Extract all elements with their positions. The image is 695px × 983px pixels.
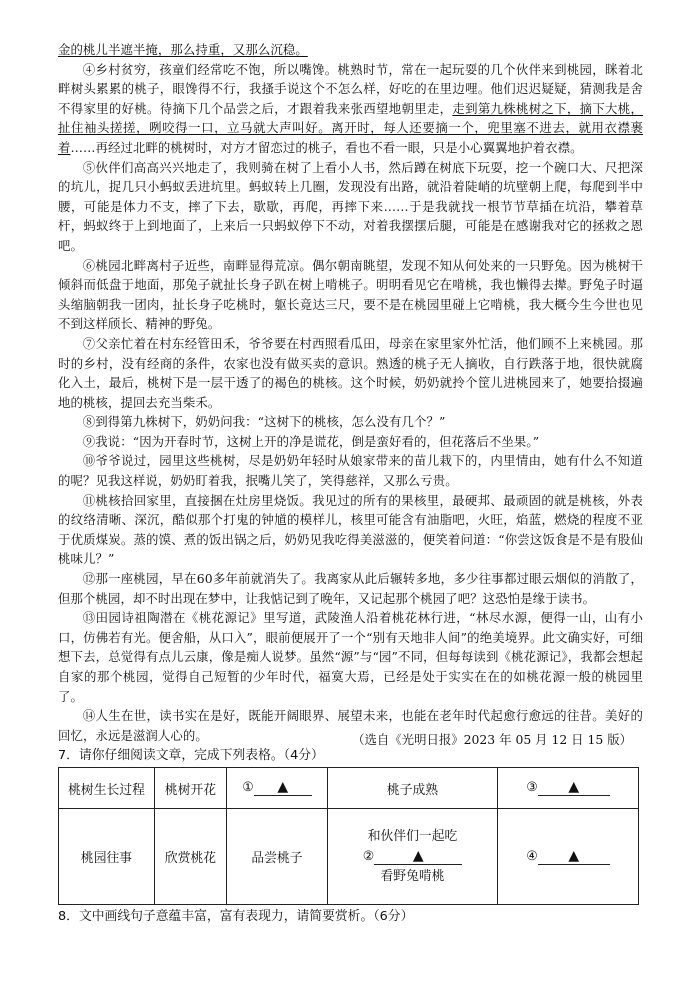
answer-blank-4[interactable]	[538, 849, 610, 865]
answer-blank-2[interactable]	[374, 849, 462, 865]
table-cell-text: 看野兔啃桃	[380, 868, 445, 884]
paragraph-13: ⑬田园诗祖陶潜在《桃花源记》里写道，武陵渔人沿着桃花林行进，“林尽水源，便得一山，山有小口，仿佛若有光。便舍船，从口入”，眼前便展开了一个“别有天地非人间”的绝美境界。此文确实好，可细想下去，总觉得有点儿云康，像是痴人说梦。虽然“源”与“园”不同，但每每读到《桃花源记》，我都会想起自家的那个桃园，觉得自己短暂的少年时代，福寞大焉，已经是处于实实在在的如桃花源一般的桃园里了。	[58, 610, 643, 704]
table-cell: 欣赏桃花	[155, 809, 227, 905]
triangle-marker-icon: ▲	[412, 847, 424, 864]
answer-table	[58, 767, 639, 905]
source-citation: （选自《光明日报》2023 年 05 月 12 日 15 版）	[352, 732, 632, 747]
triangle-marker-icon: ▲	[568, 779, 580, 795]
blank-4-cell[interactable]	[498, 809, 639, 905]
paragraph-4: ④乡村贫穷，孩童们经常吃不饱，所以嘴馋。桃熟时节，常在一起玩耍的几个伙伴来到桃园，眯着北畔树头累累的桃子，眼馋得不行，我搔手说这个不怎么样，好吃的在里边哩。他们迟迟疑疑，猜测我是舍不得家里的好桃。待摘下几个品尝之后，才跟着我来张西望地朝里走，走到第九株桃树之下，摘下大桃，扯住袖头搓搓，咧咬得一口，立马就大声叫好。离开时，每人还要摘一个，兜里塞不进去，就用衣襟裹着……再经过北畔的桃树时，对方才留恋过的桃子，看也不看一眼，只是小心翼翼地护着衣襟。	[58, 61, 643, 155]
table-header-cell: 桃子成熟	[328, 768, 498, 809]
question-7: 7．请你仔细阅读文章，完成下列表格。（4分）	[58, 748, 324, 763]
blank-2-cell[interactable]	[328, 809, 498, 905]
table-row	[59, 768, 639, 809]
paragraph-3-end: 金的桃儿半遮半掩，那么持重，又那么沉稳。	[58, 42, 308, 57]
table-header-cell: 桃树开花	[155, 768, 227, 809]
blank-number: ②	[362, 848, 375, 864]
paragraph-8: ⑧到得第九株树下，奶奶问我：“这树下的桃核，怎么没有几个？”	[82, 414, 446, 430]
paragraph-6: ⑥桃园北畔离村子近些，南畔显得荒凉。偶尔朝南眺望，发现不知从何处来的一只野兔。因为桃树干倾斜而低盘于地面，那兔子就扯长身子趴在树上啃桃子。明明看见它在啃桃，我也懒得去撵。野兔子时逼头缩脑朝我一团肉，扯长身子吃桃时，躯长竟达三尺，要不是在桃园里碰上它啃桃，我大概今生今世也见不到这样颀长、精神的野兔。	[58, 257, 643, 332]
paragraph-9: ⑨我说：“因为开春时节，这树上开的净是谎花，倒是蛮好看的，但花落后不坐果。”	[82, 433, 540, 449]
table-cell-text: 和伙伴们一起吃	[367, 828, 458, 844]
paragraph-12: ⑫那一座桃园，早在60多年前就消失了。我离家从此后辗转多地，多少往事都过眼云烟似的消散了，但那个桃园，却不时出现在梦中，让我惦记到了晚年，又记起那个桃园了吧？这恐怕是缘于读书。	[58, 571, 643, 606]
blank-3-cell[interactable]	[498, 768, 639, 809]
paragraph-11: ⑪桃核拾回家里，直接捆在灶房里烧饭。我见过的所有的果核里，最硬邦、最顽固的就是桃核，外表的纹络清晰、深沉，酷似那个打鬼的钟馗的模样儿，核里可能含有油脂吧，火旺，焰蓝，燃烧的程度不亚于优质煤炭。蒸的馍、煮的饭出锅之后，奶奶见我吃得美滋滋的，便笑着问道：“你尝这饭食是不是有股仙桃味儿？”	[58, 492, 643, 567]
paragraph-5: ⑤伙伴们高高兴兴地走了，我则骑在树了上看小人书，然后蹲在树底下玩耍，挖一个碗口大、尺把深的坑儿，捉几只小蚂蚁丢进坑里。蚂蚁转上几圈，发现没有出路，就沿着陡峭的坑壁朝上爬，每爬到半中腰，可能是体力不支，摔了下去，歇歇，再爬，再摔下来……于是我就找一根节节草插在坑沿，攀着草杆，蚂蚁终于上到地面了，上来后一只蚂蚁停下不动，对着我摆摆后腿，可能是在感谢我对它的拯救之恩吧。	[58, 159, 643, 253]
blank-number: ④	[526, 848, 538, 864]
paragraph-7: ⑦父亲忙着在村东经管田禾，爷爷要在村西照看瓜田，母亲在家里家外忙活，他们顾不上来桃园。那时的乡村，没有经商的条件，农家也没有做买卖的意识。熟透的桃子无人摘收，自行跌落于地，很快就腐化入土，最后，桃树下是一层干透了的褐色的桃核。这个时候，奶奶就拎个筐儿进桃园来了，她要拾掇遍地的桃核，提回去充当柴禾。	[58, 335, 643, 410]
blank-1-cell[interactable]	[227, 768, 328, 809]
triangle-marker-icon: ▲	[568, 847, 580, 864]
blank-number: ①	[242, 780, 254, 795]
triangle-marker-icon: ▲	[277, 779, 289, 795]
reading-passage	[58, 40, 643, 745]
paragraph-10: ⑩爷爷说过，园里这些桃树，尽是奶奶年轻时从娘家带来的苗儿栽下的，内里情由，她有什么不知道的呢？见我这样说，奶奶盯着我，抿嘴儿笑了，笑得慈祥，又那么亏贵。	[58, 453, 643, 489]
table-cell: 桃园往事	[59, 809, 155, 905]
question-8: 8．文中画线句子意蕴丰富，富有表现力，请简要赏析。（6分）	[58, 909, 414, 924]
paragraph-14: ⑭人生在世，读书实在是好，既能开阔眼界、展望未来，也能在老年时代起愈行愈远的往昔。美好的回忆，永远是滋润人心的。	[58, 708, 643, 743]
answer-blank-3[interactable]	[538, 780, 610, 796]
blank-number: ③	[526, 780, 538, 795]
table-header-cell: 桃树生长过程	[59, 768, 155, 809]
underlined-sentence: 走到第九株桃树之下，摘下大桃，扯住袖头搓搓，咧咬得一口，立马就大声叫好。离开时，每人还要摘一个，兜里塞不进去，就用衣襟裹着	[58, 100, 643, 155]
table-row	[59, 809, 639, 905]
answer-blank-1[interactable]	[254, 780, 312, 796]
table-cell: 品尝桃子	[227, 809, 328, 905]
